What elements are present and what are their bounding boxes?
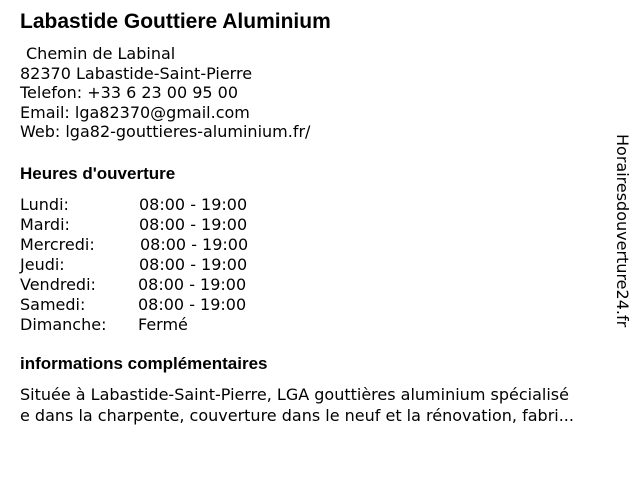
day-label: Dimanche: <box>20 315 107 334</box>
time-value: 08:00 - 19:00 <box>138 275 247 294</box>
opening-hours-title: Heures d'ouverture <box>20 164 176 183</box>
email-address: Email: lga82370@gmail.com <box>20 102 250 122</box>
website-address: Web: lga82-gouttieres-aluminium.fr/ <box>20 122 311 141</box>
day-label: Samedi: <box>20 295 86 314</box>
time-value: 08:00 - 19:00 <box>140 235 249 254</box>
time-value: 08:00 - 19:00 <box>138 295 247 314</box>
day-label: Vendredi: <box>20 275 96 294</box>
time-value: 08:00 - 19:00 <box>139 195 248 214</box>
phone-number: Telefon: +33 6 23 00 95 00 <box>20 83 239 102</box>
site-watermark <box>610 134 634 344</box>
day-label: Jeudi: <box>20 255 65 274</box>
business-name: Labastide Gouttiere Aluminium <box>20 10 331 33</box>
time-value: Fermé <box>138 315 188 334</box>
additional-info-text <box>20 384 624 426</box>
additional-info-title: informations complémentaires <box>20 354 268 373</box>
day-label: Mercredi: <box>20 235 95 254</box>
day-label: Mardi: <box>20 215 70 234</box>
info-line: Située à Labastide-Saint-Pierre, LGA gouttières aluminium spécialisé <box>20 385 569 404</box>
city-address: 82370 Labastide-Saint-Pierre <box>20 63 253 83</box>
day-label: Lundi: <box>20 195 69 214</box>
time-value: 08:00 - 19:00 <box>139 215 248 234</box>
contact-block <box>20 44 310 142</box>
info-line: e dans la charpente, couverture dans le neuf et la rénovation, fabri... <box>20 406 574 425</box>
watermark-text: Horairesdouverture24.fr <box>613 134 632 328</box>
street-address: Chemin de Labinal <box>26 44 176 63</box>
time-value: 08:00 - 19:00 <box>139 255 248 274</box>
